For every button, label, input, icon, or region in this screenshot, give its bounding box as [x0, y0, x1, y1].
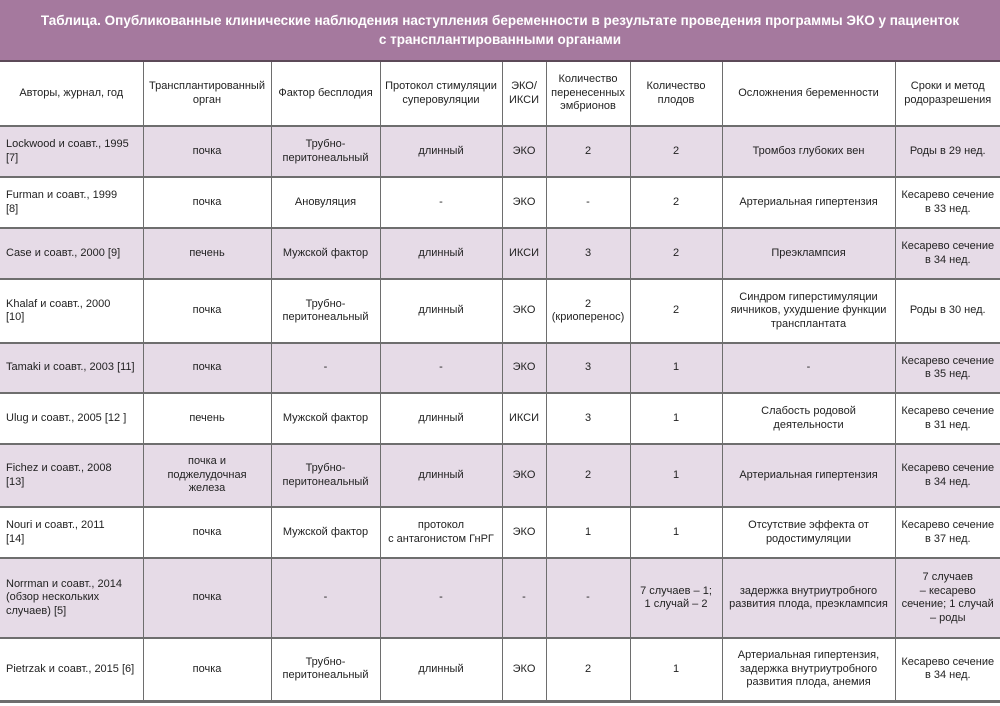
cell-fetuses: 1	[630, 507, 722, 558]
cell-infertility-factor: Трубно- перитонеальный	[271, 279, 380, 343]
cell-delivery: Кесарево сечение в 33 нед.	[895, 177, 1000, 228]
cell-complications: Синдром гиперстимуляции яичников, ухудшение функции трансплантата	[722, 279, 895, 343]
cell-infertility-factor: -	[271, 558, 380, 638]
column-header-fetuses: Количество плодов	[630, 62, 722, 126]
cell-fetuses: 1	[630, 638, 722, 701]
cell-protocol: длинный	[380, 393, 502, 444]
cell-infertility-factor: Мужской фактор	[271, 228, 380, 279]
cell-complications: Артериальная гипертензия, задержка внутриутробного развития плода, анемия	[722, 638, 895, 701]
cell-delivery: Кесарево сечение в 34 нед.	[895, 228, 1000, 279]
cell-embryos: 2 (криоперенос)	[546, 279, 630, 343]
cell-ivf-icsi: ЭКО	[502, 279, 546, 343]
cell-authors: Nouri и соавт., 2011 [14]	[0, 507, 143, 558]
cell-delivery: 7 случаев – кесарево сечение; 1 случай – роды	[895, 558, 1000, 638]
cell-protocol: длинный	[380, 228, 502, 279]
cell-ivf-icsi: ЭКО	[502, 343, 546, 393]
table-row	[0, 126, 1000, 177]
cell-protocol: -	[380, 558, 502, 638]
cell-protocol: длинный	[380, 444, 502, 507]
cell-organ: почка	[143, 638, 271, 701]
cell-fetuses: 7 случаев – 1; 1 случай – 2	[630, 558, 722, 638]
cell-organ: печень	[143, 228, 271, 279]
cell-embryos: -	[546, 558, 630, 638]
cell-organ: почка	[143, 177, 271, 228]
cell-organ: почка	[143, 279, 271, 343]
cell-authors: Furman и соавт., 1999 [8]	[0, 177, 143, 228]
table-row	[0, 638, 1000, 701]
cell-protocol: длинный	[380, 126, 502, 177]
cell-fetuses: 2	[630, 228, 722, 279]
cell-embryos: 3	[546, 228, 630, 279]
cell-infertility-factor: -	[271, 343, 380, 393]
cell-embryos: 2	[546, 638, 630, 701]
column-header-complications: Осложнения беременности	[722, 62, 895, 126]
column-header-infertility-factor: Фактор бесплодия	[271, 62, 380, 126]
cell-fetuses: 1	[630, 393, 722, 444]
cell-ivf-icsi: ЭКО	[502, 444, 546, 507]
cell-authors: Khalaf и соавт., 2000 [10]	[0, 279, 143, 343]
data-table	[0, 62, 1000, 703]
cell-fetuses: 2	[630, 279, 722, 343]
cell-delivery: Роды в 29 нед.	[895, 126, 1000, 177]
cell-embryos: 1	[546, 507, 630, 558]
cell-infertility-factor: Трубно- перитонеальный	[271, 126, 380, 177]
cell-fetuses: 2	[630, 126, 722, 177]
cell-complications: Артериальная гипертензия	[722, 177, 895, 228]
cell-ivf-icsi: ЭКО	[502, 126, 546, 177]
cell-delivery: Кесарево сечение в 34 нед.	[895, 638, 1000, 701]
cell-embryos: 2	[546, 126, 630, 177]
cell-organ: печень	[143, 393, 271, 444]
cell-authors: Tamaki и соавт., 2003 [11]	[0, 343, 143, 393]
cell-infertility-factor: Мужской фактор	[271, 507, 380, 558]
cell-fetuses: 1	[630, 444, 722, 507]
cell-authors: Ulug и соавт., 2005 [12 ]	[0, 393, 143, 444]
cell-infertility-factor: Ановуляция	[271, 177, 380, 228]
column-header-ivf-icsi: ЭКО/ ИКСИ	[502, 62, 546, 126]
table-title: Таблица. Опубликованные клинические наблюдения наступления беременности в результате проведения программы ЭКО у пациенток с трансплантированными органами	[0, 0, 1000, 62]
cell-organ: почка	[143, 343, 271, 393]
cell-authors: Lockwood и соавт., 1995 [7]	[0, 126, 143, 177]
cell-authors: Norrman и соавт., 2014 (обзор нескольких случаев) [5]	[0, 558, 143, 638]
table-row	[0, 558, 1000, 638]
cell-complications: задержка внутриутробного развития плода, преэклампсия	[722, 558, 895, 638]
table-row	[0, 177, 1000, 228]
cell-authors: Pietrzak и соавт., 2015 [6]	[0, 638, 143, 701]
cell-complications: Преэклампсия	[722, 228, 895, 279]
column-header-delivery: Сроки и метод родоразрешения	[895, 62, 1000, 126]
cell-protocol: длинный	[380, 279, 502, 343]
table-row	[0, 444, 1000, 507]
cell-embryos: 3	[546, 393, 630, 444]
cell-complications: Слабость родовой деятельности	[722, 393, 895, 444]
column-header-row	[0, 62, 1000, 126]
cell-organ: почка и поджелудочная железа	[143, 444, 271, 507]
cell-embryos: 2	[546, 444, 630, 507]
column-header-authors: Авторы, журнал, год	[0, 62, 143, 126]
cell-embryos: -	[546, 177, 630, 228]
cell-embryos: 3	[546, 343, 630, 393]
cell-protocol: -	[380, 343, 502, 393]
cell-infertility-factor: Трубно- перитонеальный	[271, 444, 380, 507]
cell-complications: Отсутствие эффекта от родостимуляции	[722, 507, 895, 558]
cell-delivery: Роды в 30 нед.	[895, 279, 1000, 343]
column-header-protocol: Протокол стимуляции суперовуляции	[380, 62, 502, 126]
cell-ivf-icsi: ИКСИ	[502, 393, 546, 444]
cell-delivery: Кесарево сечение в 37 нед.	[895, 507, 1000, 558]
cell-ivf-icsi: ИКСИ	[502, 228, 546, 279]
table-row	[0, 507, 1000, 558]
cell-delivery: Кесарево сечение в 31 нед.	[895, 393, 1000, 444]
cell-protocol: длинный	[380, 638, 502, 701]
cell-fetuses: 2	[630, 177, 722, 228]
cell-authors: Fichez и соавт., 2008 [13]	[0, 444, 143, 507]
table-row	[0, 393, 1000, 444]
table-row	[0, 228, 1000, 279]
cell-fetuses: 1	[630, 343, 722, 393]
cell-protocol: протокол с антагонистом ГнРГ	[380, 507, 502, 558]
table-row	[0, 343, 1000, 393]
column-header-organ: Трансплантированный орган	[143, 62, 271, 126]
cell-delivery: Кесарево сечение в 34 нед.	[895, 444, 1000, 507]
column-header-embryos: Количество перенесенных эмбрионов	[546, 62, 630, 126]
cell-organ: почка	[143, 126, 271, 177]
cell-ivf-icsi: ЭКО	[502, 507, 546, 558]
table-row	[0, 279, 1000, 343]
cell-authors: Case и соавт., 2000 [9]	[0, 228, 143, 279]
cell-ivf-icsi: ЭКО	[502, 177, 546, 228]
cell-organ: почка	[143, 558, 271, 638]
cell-ivf-icsi: ЭКО	[502, 638, 546, 701]
cell-complications: -	[722, 343, 895, 393]
cell-protocol: -	[380, 177, 502, 228]
cell-infertility-factor: Трубно- перитонеальный	[271, 638, 380, 701]
cell-organ: почка	[143, 507, 271, 558]
cell-ivf-icsi: -	[502, 558, 546, 638]
cell-delivery: Кесарево сечение в 35 нед.	[895, 343, 1000, 393]
cell-complications: Тромбоз глубоких вен	[722, 126, 895, 177]
cell-infertility-factor: Мужской фактор	[271, 393, 380, 444]
cell-complications: Артериальная гипертензия	[722, 444, 895, 507]
